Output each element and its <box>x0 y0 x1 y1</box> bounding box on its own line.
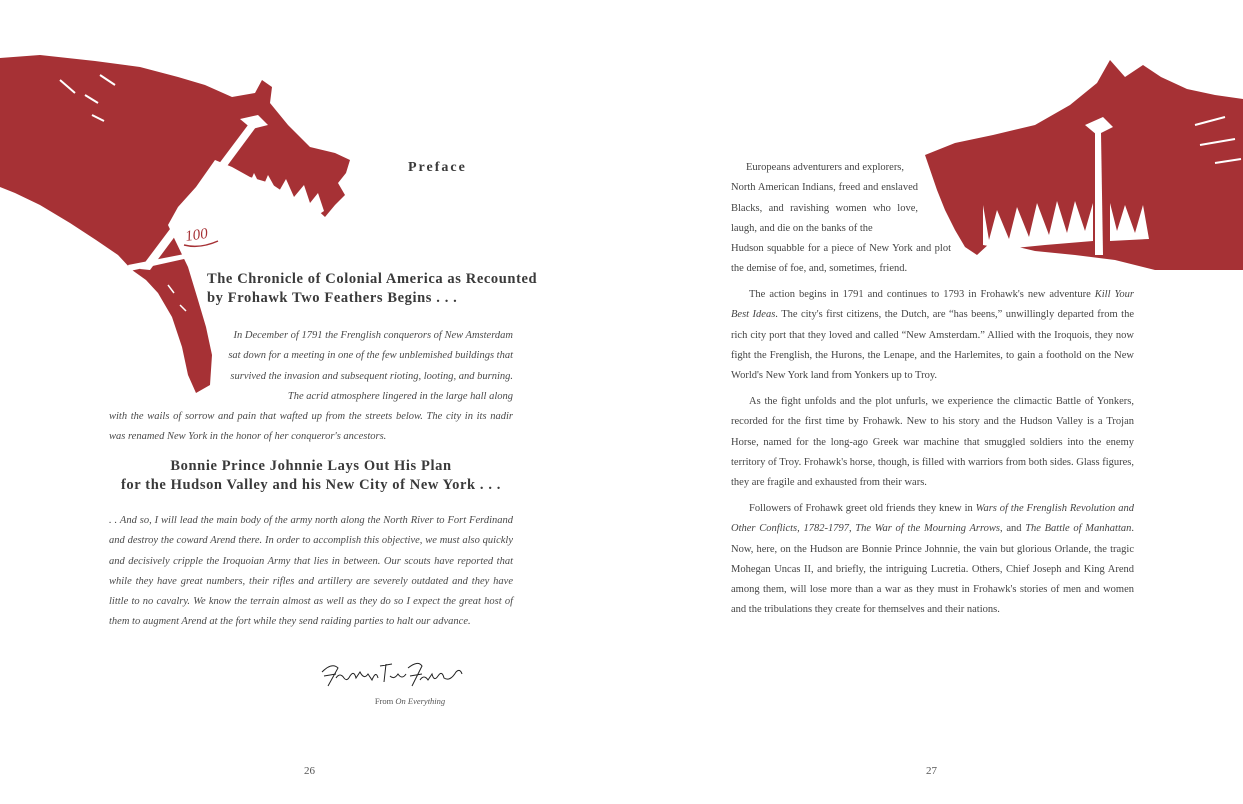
art-number-label: 100 <box>184 225 209 245</box>
separator-2: , and <box>1000 523 1026 535</box>
plan-heading <box>109 457 513 495</box>
chronicle-heading: The Chronicle of Colonial America as Recounted by Frohawk Two Feathers Begins . . . <box>207 271 538 306</box>
title-war-of-mourning-arrows: The War of the Mourning Arrows <box>855 523 1000 535</box>
paragraph-1-body: North American Indians, freed and enslaved Blacks, and ravishing women who love, laugh, and die on the banks of the <box>731 182 918 234</box>
intro-continued-text: with the wails of sorrow and pain that wafted up from the streets below. The city in its nadir was renamed New York in the honor of her conqueror's ancestors. <box>109 411 513 443</box>
plan-quote-text: . . And so, I will lead the main body of the army north along the North River to Fort Ferdinand and destroy the coward Arend there. In order to accomplish this objective, we must also quickly and decisively cripple the Iroquoian Army that lies in between. Our scouts have reported that while they have great numbers, their rifles and artillery are severely outdated and they have little to no cavalry. We know the terrain almost as well as they do so I expect the great host of them to augment Arend at the fort while they send raiding parties to halt our advance. <box>109 515 513 628</box>
attribution-title: On Everything <box>395 696 446 706</box>
page-number-right: 27 <box>926 765 937 777</box>
left-page <box>0 0 621 804</box>
preface-title: Preface <box>408 160 467 175</box>
paragraph-1-first-line: Europeans adventurers and explorers, <box>746 162 905 173</box>
plan-heading-line2: for the Hudson Valley and his New City of New York . . . <box>120 477 502 493</box>
paragraph-1-tail: Hudson squabble for a piece of New York and plot the demise of foe, and, sometimes, friend. <box>731 243 951 275</box>
title-wars-of-frenglish-revolution: Wars of the Frenglish Revolution and Other Conflicts, 1782-1797 <box>731 503 1134 535</box>
intro-indented-text: In December of 1791 the Frenglish conquerors of New Amsterdam sat down for a meeting in one of the few unblemished buildings that survived the invasion and subsequent rioting, looting, and burning. The acrid atmosphere lingered in the large hall along <box>228 330 513 402</box>
paragraph-4 <box>731 499 1134 621</box>
attribution-prefix: From <box>374 696 396 706</box>
paragraph-4-start: Followers of Frohawk greet old friends they knew in <box>749 503 976 514</box>
paragraph-1 <box>731 158 918 239</box>
paragraph-3: As the fight unfolds and the plot unfurls, we experience the climactic Battle of Yonkers, recorded for the first time by Frohawk. New to his story and the Hudson Valley is a Trojan Horse, named for the long-ago Greek war machine that smuggled soldiers into the enemy territory of Troy. Frohawk's horse, though, is filled with warriors from both sides. Glass figures, they are fragile and exhausted from their wars. <box>731 396 1134 489</box>
attribution <box>330 696 490 706</box>
paragraph-2-end: . The city's first citizens, the Dutch, are “has beens,” unwillingly departed from the rich city port that they loved and called “New Amsterdam.” Allied with the Iroquois, they now fight the Frenglish, the Hurons, the Lenape, and the Harlemites, to gain a foothold on the New World's New York land from Yonkers up to Troy. <box>731 309 1134 382</box>
signature <box>314 658 464 690</box>
paragraph-2-start: The action begins in 1791 and continues to 1793 in Frohawk's new adventure <box>749 289 1095 300</box>
page-number-left: 26 <box>304 765 315 777</box>
paragraph-4-end: . Now, here, on the Hudson are Bonnie Prince Johnnie, the vain but glorious Orlande, the tragic Mohegan Uncas II, and briefly, the intriguing Lucretia. Others, Chief Joseph and King Arend among them, will lose more than a war as they must in Frohawk's stories of men and women and the tribulations they create for themselves and their nations. <box>731 523 1134 616</box>
paragraph-2 <box>731 285 1134 386</box>
plan-heading-line1: Bonnie Prince Johnnie Lays Out His Plan <box>170 458 452 474</box>
title-kill-your-best-ideas: Kill Your Best Ideas <box>731 289 1135 321</box>
title-battle-of-manhattan: The Battle of Manhattan <box>1025 523 1132 535</box>
signature-text: Frohawk Two Feathers <box>314 658 326 659</box>
separator-1: , <box>848 523 856 535</box>
